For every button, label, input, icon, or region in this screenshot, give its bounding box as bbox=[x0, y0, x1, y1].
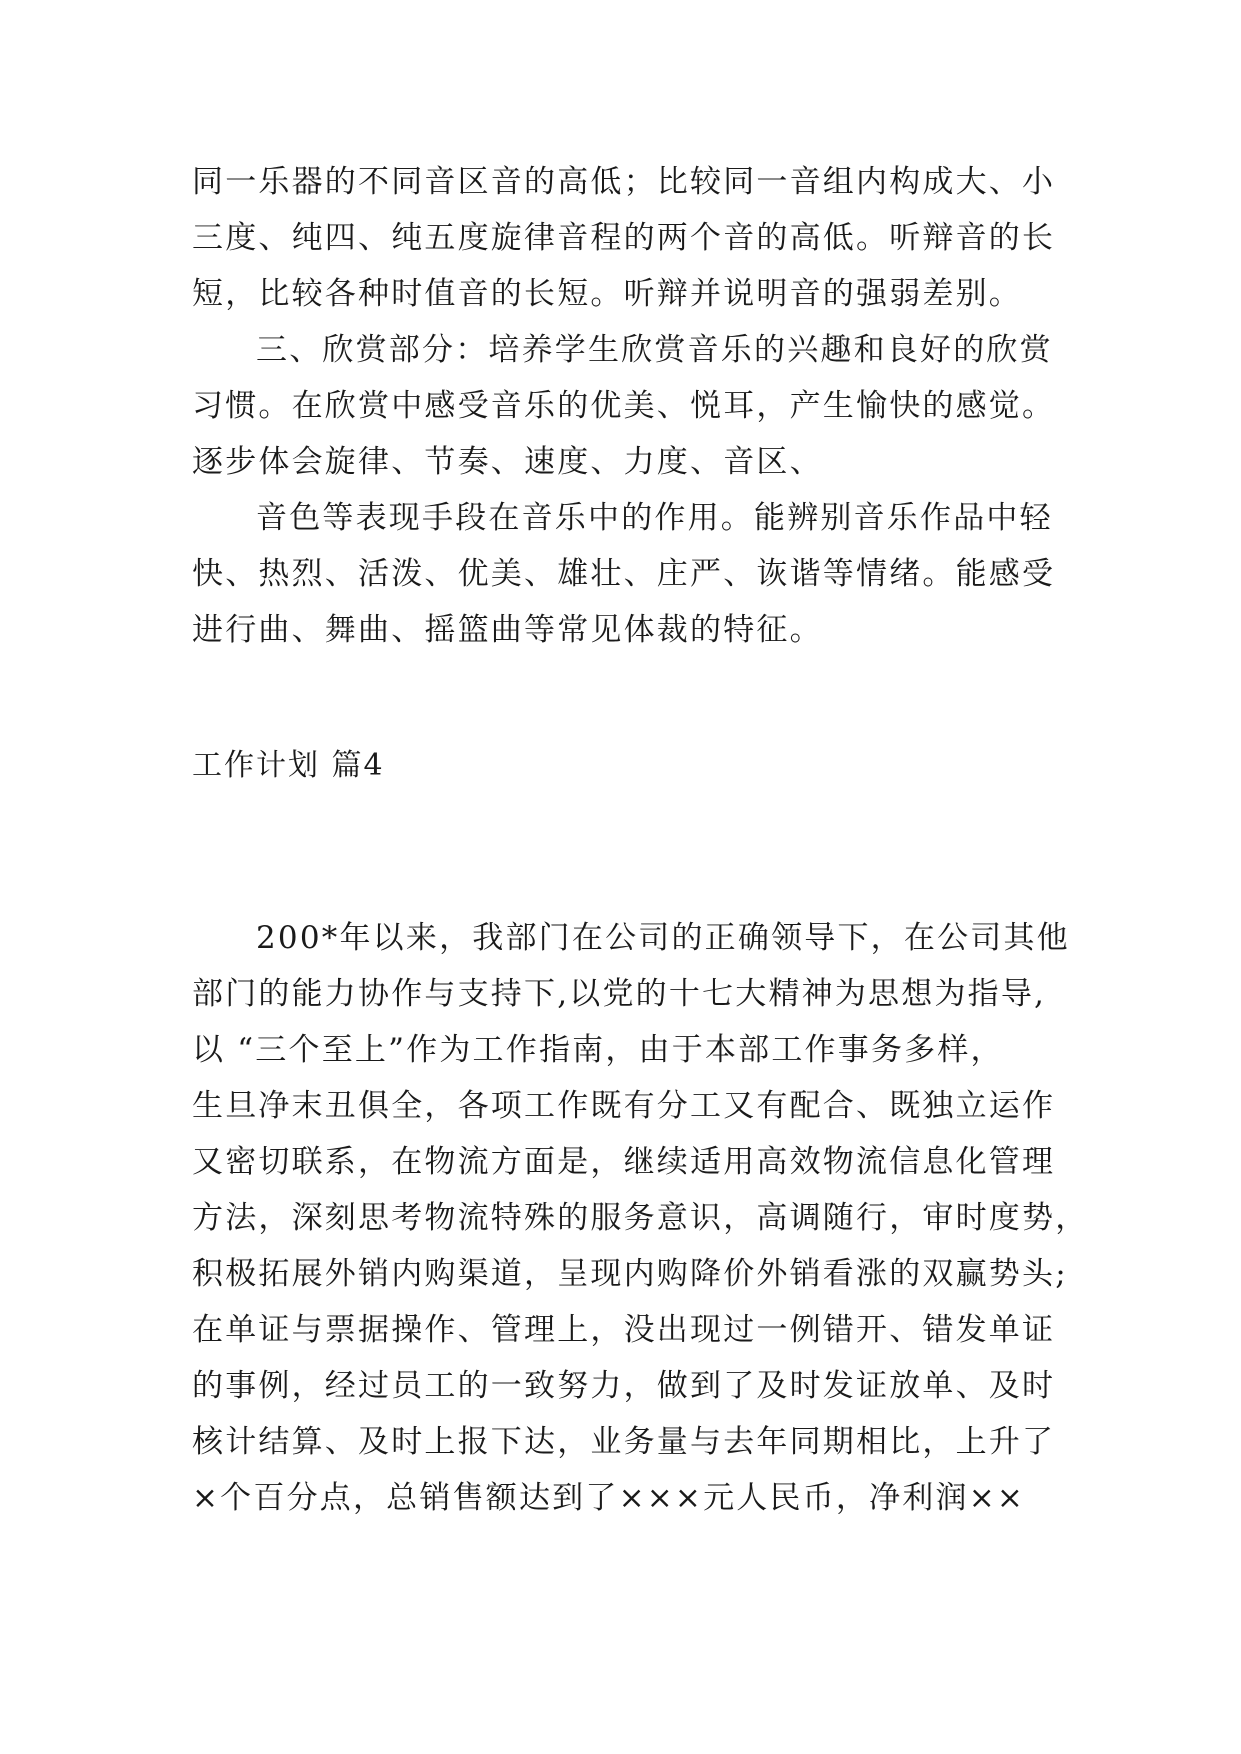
paragraph-line: 习惯。在欣赏中感受音乐的优美、悦耳，产生愉快的感觉。 bbox=[192, 388, 1056, 424]
paragraph-line: 200*年以来，我部门在公司的正确领导下，在公司其他 bbox=[256, 920, 1070, 956]
paragraph-line: 部门的能力协作与支持下,以党的十七大精神为思想为指导, bbox=[192, 976, 1047, 1012]
paragraph-line: 三度、纯四、纯五度旋律音程的两个音的高低。听辩音的长 bbox=[192, 220, 1056, 256]
paragraph-line: 进行曲、舞曲、摇篮曲等常见体裁的特征。 bbox=[192, 612, 823, 648]
paragraph-line: 生旦净末丑俱全，各项工作既有分工又有配合、既独立运作 bbox=[192, 1088, 1056, 1124]
paragraph-line: 音色等表现手段在音乐中的作用。能辨别音乐作品中轻 bbox=[256, 500, 1053, 536]
paragraph-line: 积极拓展外销内购渠道，呈现内购降价外销看涨的双赢势头; bbox=[192, 1256, 1068, 1292]
paragraph-line: 以 “三个至上”作为工作指南，由于本部工作事务多样， bbox=[192, 1032, 1004, 1068]
paragraph-line: 快、热烈、活泼、优美、雄壮、庄严、诙谐等情绪。能感受 bbox=[192, 556, 1056, 592]
paragraph-line: 核计结算、及时上报下达，业务量与去年同期相比，上升了 bbox=[192, 1424, 1056, 1460]
paragraph-line: 同一乐器的不同音区音的高低；比较同一音组内构成大、小 bbox=[192, 164, 1056, 200]
section-heading: 工作计划 篇4 bbox=[192, 748, 385, 783]
paragraph-line: 三、欣赏部分：培养学生欣赏音乐的兴趣和良好的欣赏 bbox=[256, 332, 1053, 368]
paragraph-line: 方法，深刻思考物流特殊的服务意识，高调随行，审时度势， bbox=[192, 1200, 1089, 1236]
paragraph-line: 短，比较各种时值音的长短。听辩并说明音的强弱差别。 bbox=[192, 276, 1022, 312]
paragraph-line: 逐步体会旋律、节奏、速度、力度、音区、 bbox=[192, 444, 823, 480]
paragraph-line: 又密切联系，在物流方面是，继续适用高效物流信息化管理 bbox=[192, 1144, 1056, 1180]
paragraph-line: ×个百分点，总销售额达到了×××元人民币，净利润×× bbox=[192, 1480, 1026, 1516]
paragraph-line: 在单证与票据操作、管理上，没出现过一例错开、错发单证 bbox=[192, 1312, 1056, 1348]
paragraph-line: 的事例，经过员工的一致努力，做到了及时发证放单、及时 bbox=[192, 1368, 1056, 1404]
